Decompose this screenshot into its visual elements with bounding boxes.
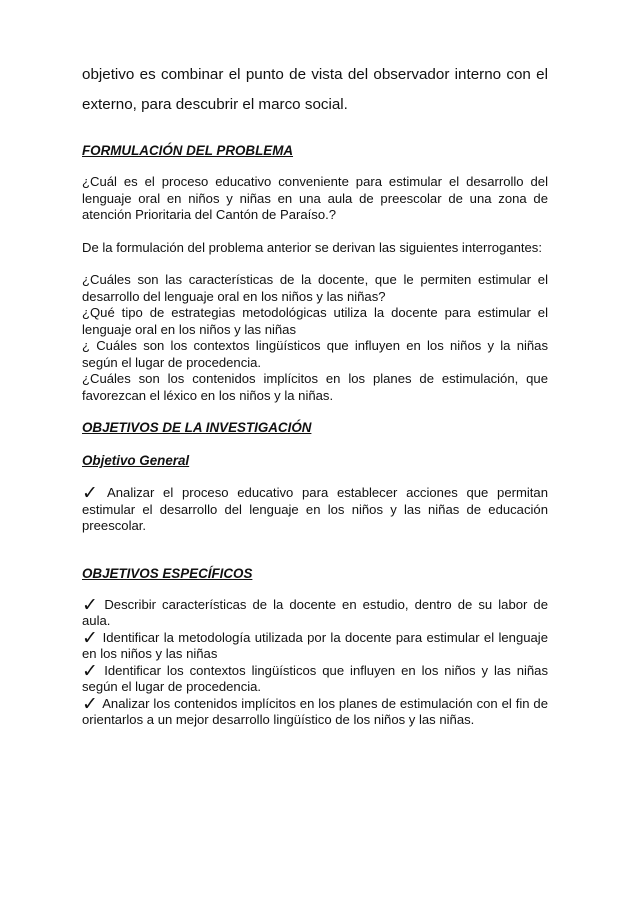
- problem-heading: FORMULACIÓN DEL PROBLEMA: [82, 143, 294, 158]
- questions-lead: De la formulación del problema anterior se derivan las siguientes interrogantes:: [82, 239, 542, 255]
- specific-objective-text: Analizar los contenidos implícitos en los planes de estimulación con el fin de orientarlos a un mejor desarrollo lingüístico de los niños y las niñas.: [82, 695, 548, 727]
- general-objective: [82, 482, 549, 535]
- checkmark-icon: ✓: [82, 692, 99, 715]
- specific-objective: [82, 593, 548, 630]
- specific-objective-text: Identificar los contextos lingüísticos que influyen en los niños y las niñas según el lugar de procedencia.: [82, 662, 548, 694]
- question-item: ¿Cuáles son las características de la docente, que le permiten estimular el desarrollo del lenguaje oral en los niños y las niñas?: [82, 272, 548, 304]
- question-item: ¿Cuáles son los contenidos implícitos en los planes de estimulación, que favorezcan el léxico en los niños y la niñas.: [82, 371, 548, 403]
- objectives-heading: OBJETIVOS DE LA INVESTIGACIÓN: [82, 420, 312, 435]
- checkmark-icon: ✓: [82, 593, 101, 616]
- specific-objective: [82, 626, 548, 663]
- intro-paragraph: objetivo es combinar el punto de vista del observador interno con el externo, para descubrir el marco social.: [82, 66, 548, 113]
- specific-objective-text: Describir características de la docente en estudio, dentro de su labor de aula.: [82, 596, 548, 628]
- specific-objective: [82, 659, 548, 696]
- problem-question: ¿Cuál es el proceso educativo conveniente para estimular el desarrollo del lenguaje oral en niños y niñas en una aula de preescolar de una zona de atención Prioritaria del Cantón de Paraíso.?: [82, 174, 548, 222]
- checkmark-icon: ✓: [82, 482, 104, 504]
- general-objective-text: Analizar el proceso educativo para establecer acciones que permitan estimular el desarrollo del lenguaje en los niños y las niñas de educación preescolar.: [82, 485, 549, 533]
- specific-objective-text: Identificar la metodología utilizada por la docente para estimular el lenguaje en los niños y las niñas: [82, 629, 548, 661]
- question-item: ¿Qué tipo de estrategias metodológicas utiliza la docente para estimular el lenguaje oral en los niños y las niñas: [82, 305, 548, 337]
- specific-objectives-heading: OBJETIVOS ESPECÍFICOS: [82, 565, 253, 581]
- checkmark-icon: ✓: [82, 626, 99, 649]
- general-objective-heading: Objetivo General: [82, 453, 190, 468]
- question-item: ¿ Cuáles son los contextos lingüísticos que influyen en los niños y la niñas según el lugar de procedencia.: [82, 338, 548, 370]
- document-page: [82, 60, 548, 729]
- specific-objective: [82, 692, 548, 729]
- checkmark-icon: ✓: [82, 659, 101, 682]
